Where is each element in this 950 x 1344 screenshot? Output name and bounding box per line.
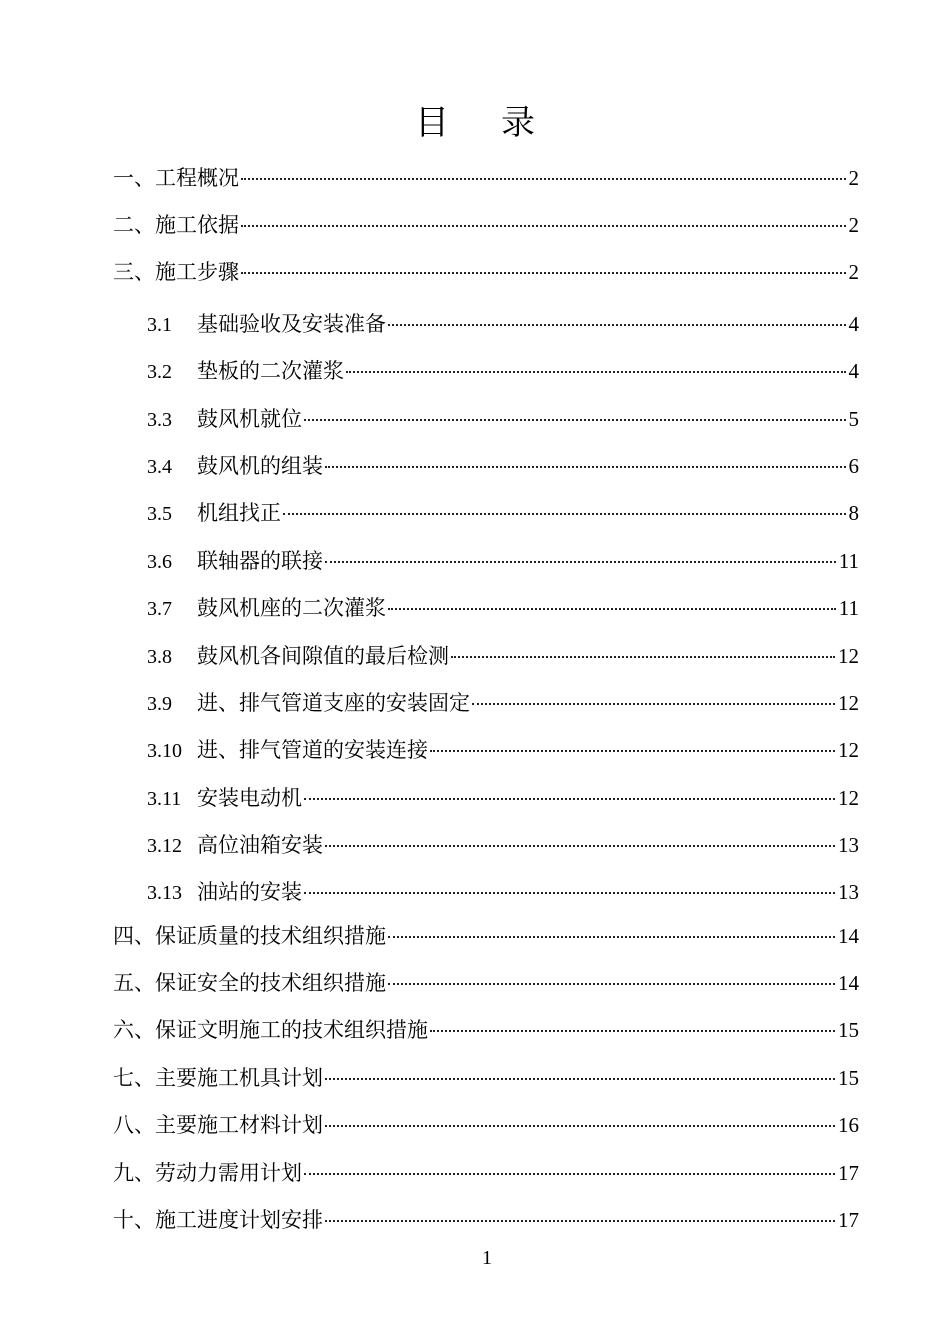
toc-leader-dots (283, 511, 846, 515)
toc-entry-page: 16 (838, 1113, 859, 1137)
toc-entry-label: 联轴器的联接 (197, 549, 323, 573)
toc-leader-dots (304, 796, 835, 800)
toc-entry-label: 二、施工依据 (113, 213, 239, 237)
toc-entry[interactable] (147, 735, 859, 765)
toc-leader-dots (388, 322, 846, 326)
toc-leader-dots (325, 1123, 835, 1127)
page-number: 1 (482, 1247, 492, 1269)
toc-leader-dots (472, 701, 835, 705)
toc-entry-number: 3.3 (147, 409, 172, 431)
toc-entry-number: 3.8 (147, 646, 172, 668)
toc-leader-dots (304, 1171, 835, 1175)
toc-entry-label: 基础验收及安装准备 (197, 312, 386, 336)
toc-entry[interactable] (113, 1063, 859, 1093)
toc-entry-page: 2 (848, 260, 859, 284)
toc-entry-label: 三、施工步骤 (113, 260, 239, 284)
toc-leader-dots (325, 559, 836, 563)
toc-entry-label: 垫板的二次灌浆 (197, 359, 344, 383)
toc-entry-page: 14 (838, 924, 859, 948)
toc-entry-page: 15 (838, 1066, 859, 1090)
toc-entry-page: 11 (838, 549, 859, 573)
toc-entry-label: 五、保证安全的技术组织措施 (113, 971, 386, 995)
toc-entry[interactable] (147, 877, 859, 907)
toc-entry-label: 高位油箱安装 (197, 833, 323, 857)
toc-leader-dots (241, 223, 846, 227)
toc-entry-label: 鼓风机座的二次灌浆 (197, 596, 386, 620)
toc-entry[interactable] (113, 968, 859, 998)
toc-leader-dots (451, 654, 835, 658)
toc-entry-number: 3.9 (147, 693, 172, 715)
toc-entry-page: 12 (838, 738, 859, 762)
toc-entry-number: 3.13 (147, 882, 182, 904)
toc-entry[interactable] (113, 257, 859, 287)
toc-entry[interactable] (147, 546, 859, 576)
toc-entry-page: 17 (838, 1208, 859, 1232)
toc-entry[interactable] (113, 1110, 859, 1140)
toc-entry-page: 13 (838, 833, 859, 857)
toc-entry-number: 3.11 (147, 788, 182, 810)
toc-leader-dots (346, 369, 846, 373)
toc-entry-number: 3.12 (147, 835, 182, 857)
toc-leader-dots (304, 417, 846, 421)
toc-entry[interactable] (113, 210, 859, 240)
toc-entry-label: 六、保证文明施工的技术组织措施 (113, 1018, 428, 1042)
toc-entry-label: 鼓风机的组装 (197, 454, 323, 478)
toc-leader-dots (388, 934, 835, 938)
toc-entry-page: 4 (848, 359, 859, 383)
toc-entry[interactable] (113, 1158, 859, 1188)
toc-entry[interactable] (113, 1205, 859, 1235)
toc-leader-dots (325, 1218, 835, 1222)
toc-entry-label: 八、主要施工材料计划 (113, 1113, 323, 1137)
toc-entry[interactable] (147, 404, 859, 434)
toc-entry-page: 12 (838, 786, 859, 810)
toc-leader-dots (430, 748, 835, 752)
toc-leader-dots (388, 606, 836, 610)
toc-entry-label: 鼓风机各间隙值的最后检测 (197, 644, 449, 668)
toc-entry[interactable] (147, 451, 859, 481)
toc-leader-dots (325, 843, 835, 847)
toc-entry-page: 8 (848, 501, 859, 525)
toc-entry[interactable] (147, 593, 859, 623)
toc-entry-label: 机组找正 (197, 501, 281, 525)
toc-entry-label: 安装电动机 (197, 786, 302, 810)
toc-entry-number: 3.1 (147, 314, 172, 336)
toc-leader-dots (241, 176, 846, 180)
toc-entry-label: 进、排气管道支座的安装固定 (197, 691, 470, 715)
toc-leader-dots (388, 981, 835, 985)
toc-entry-page: 15 (838, 1018, 859, 1042)
toc-entry-label: 油站的安装 (197, 880, 302, 904)
toc-entry-page: 5 (848, 407, 859, 431)
toc-entry-page: 17 (838, 1161, 859, 1185)
toc-entry-number: 3.6 (147, 551, 172, 573)
toc-entry-page: 4 (848, 312, 859, 336)
toc-leader-dots (430, 1028, 835, 1032)
toc-entry-page: 6 (848, 454, 859, 478)
toc-entry-page: 12 (838, 691, 859, 715)
toc-entry-number: 3.2 (147, 361, 172, 383)
toc-entry-label: 十、施工进度计划安排 (113, 1208, 323, 1232)
toc-entry-label: 一、工程概况 (113, 166, 239, 190)
toc-entry-number: 3.4 (147, 456, 172, 478)
toc-entry-label: 四、保证质量的技术组织措施 (113, 924, 386, 948)
toc-entry[interactable] (113, 1015, 859, 1045)
toc-leader-dots (325, 464, 846, 468)
toc-entry[interactable] (147, 309, 859, 339)
toc-entry-page: 11 (838, 596, 859, 620)
toc-entry-number: 3.5 (147, 503, 172, 525)
page-title: 目录 (415, 103, 587, 143)
toc-entry-page: 2 (848, 213, 859, 237)
toc-entry[interactable] (113, 921, 859, 951)
toc-entry-number: 3.10 (147, 740, 182, 762)
toc-leader-dots (325, 1076, 835, 1080)
toc-entry[interactable] (147, 688, 859, 718)
toc-entry-label: 七、主要施工机具计划 (113, 1066, 323, 1090)
toc-entry-label: 鼓风机就位 (197, 407, 302, 431)
toc-entry[interactable] (113, 163, 859, 193)
toc-entry-page: 13 (838, 880, 859, 904)
toc-entry-page: 2 (848, 166, 859, 190)
toc-entry[interactable] (147, 498, 859, 528)
toc-entry-label: 进、排气管道的安装连接 (197, 738, 428, 762)
toc-entry[interactable] (147, 356, 859, 386)
toc-entry[interactable] (147, 641, 859, 671)
toc-entry[interactable] (147, 783, 859, 813)
toc-entry-label: 九、劳动力需用计划 (113, 1161, 302, 1185)
toc-leader-dots (241, 270, 846, 274)
toc-entry-page: 12 (838, 644, 859, 668)
toc-entry[interactable] (147, 830, 859, 860)
toc-entry-page: 14 (838, 971, 859, 995)
toc-leader-dots (304, 890, 835, 894)
toc-entry-number: 3.7 (147, 598, 172, 620)
